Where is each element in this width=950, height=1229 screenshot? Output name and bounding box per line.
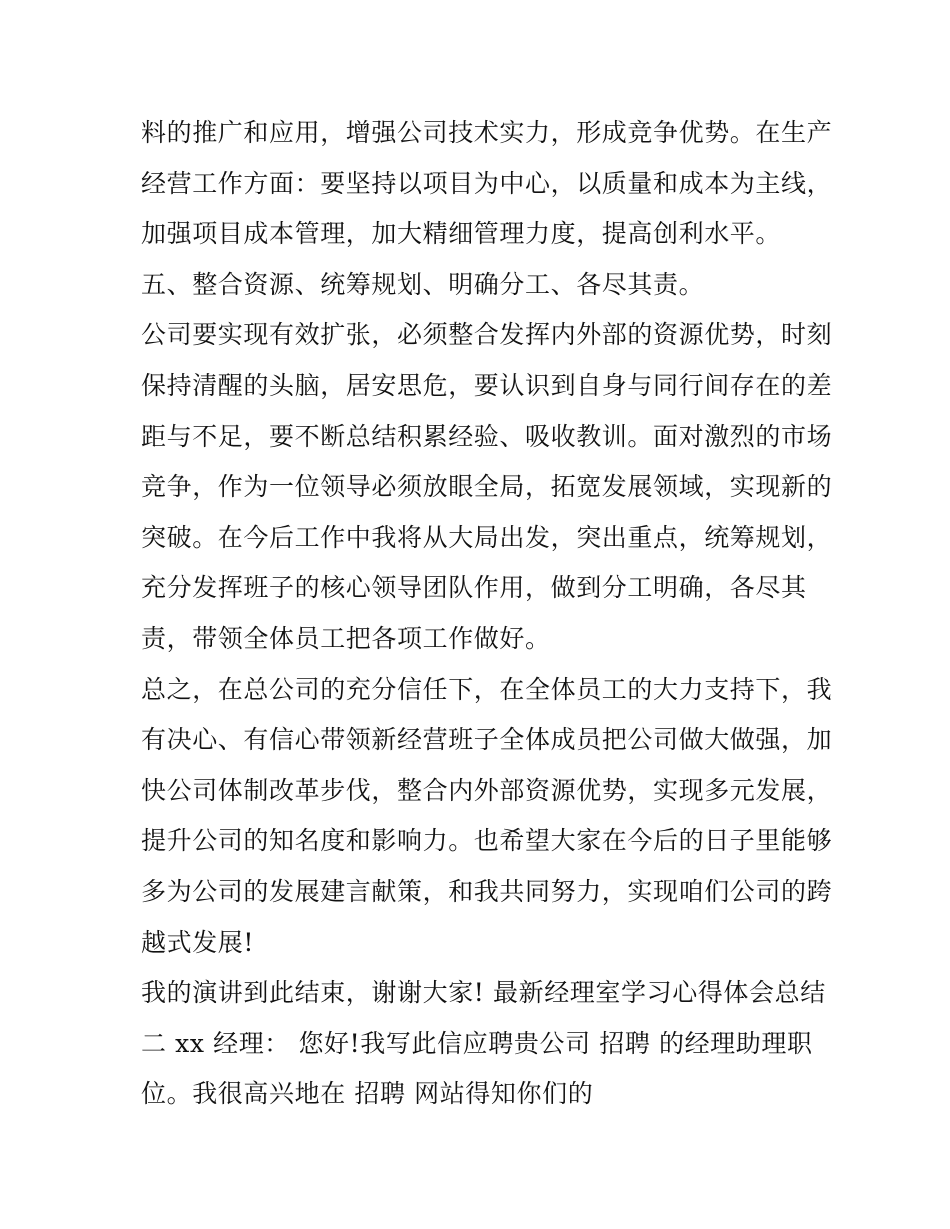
document-body <box>141 108 833 1120</box>
text-line: 提升公司的知名度和影响力。也希望大家在今后的日子里能够 <box>141 826 833 856</box>
text-line: 总之，在总公司的充分信任下，在全体员工的大力支持下，我 <box>141 674 833 704</box>
text-line: 二 xx 经理： 您好!我写此信应聘贵公司 招聘 的经理助理职 <box>141 1028 813 1058</box>
text-line: 充分发挥班子的核心领导团队作用，做到分工明确，各尽其 <box>141 573 807 603</box>
text-line: 突破。在今后工作中我将从大局出发，突出重点，统筹规划， <box>141 522 833 552</box>
text-line: 越式发展! <box>141 927 255 957</box>
text-line: 料的推广和应用，增强公司技术实力，形成竞争优势。在生产 <box>141 118 833 147</box>
text-line: 位。我很高兴地在 招聘 网站得知你们的 <box>141 1079 594 1109</box>
text-line: 保持清醒的头脑，居安思危，要认识到自身与同行间存在的差 <box>141 370 833 400</box>
text-line: 竞争，作为一位领导必须放眼全局，拓宽发展领域，实现新的 <box>141 472 833 502</box>
section-heading: 五、整合资源、统筹规划、明确分工、各尽其责。 <box>141 269 705 299</box>
text-line: 公司要实现有效扩张，必须整合发挥内外部的资源优势，时刻 <box>141 320 833 350</box>
text-line: 责，带领全体员工把各项工作做好。 <box>141 623 551 653</box>
text-line: 加强项目成本管理，加大精细管理力度，提高创利水平。 <box>141 219 782 249</box>
text-line: 我的演讲到此结束，谢谢大家! 最新经理室学习心得体会总结 <box>141 978 826 1008</box>
text-line: 经营工作方面：要坚持以项目为中心，以质量和成本为主线， <box>141 168 833 198</box>
text-line: 距与不足，要不断总结积累经验、吸收教训。面对激烈的市场 <box>141 421 833 451</box>
text-line: 快公司体制改革步伐，整合内外部资源优势，实现多元发展， <box>141 775 833 805</box>
text-line: 多为公司的发展建言献策，和我共同努力，实现咱们公司的跨 <box>141 876 833 906</box>
text-line: 有决心、有信心带领新经营班子全体成员把公司做大做强，加 <box>141 725 833 755</box>
